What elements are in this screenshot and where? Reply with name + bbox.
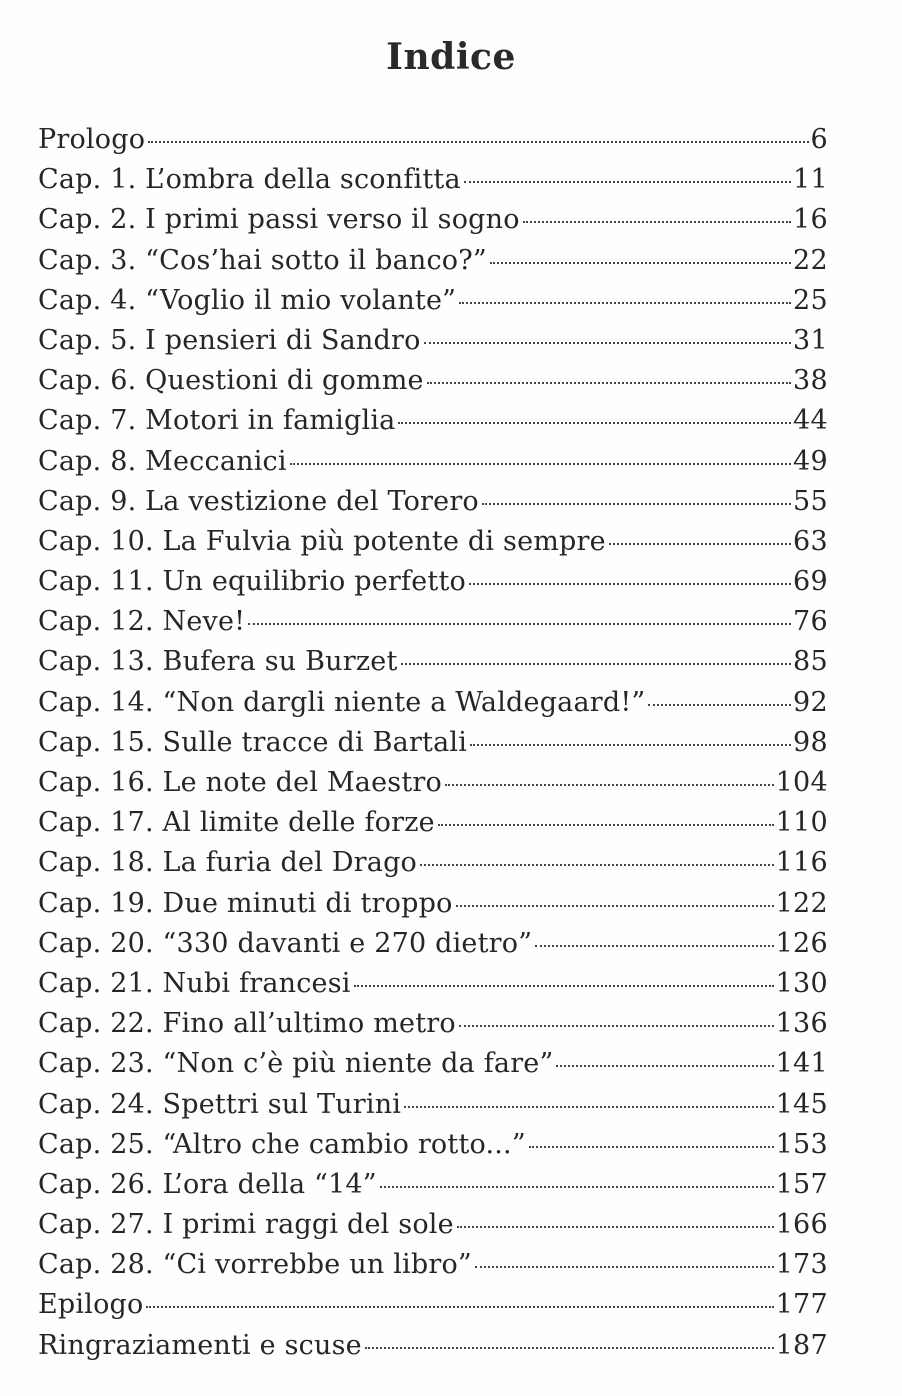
dot-leader	[420, 864, 774, 866]
page-number: 136	[775, 1008, 828, 1040]
entry-title: Cap. 15. Sulle tracce di Bartali	[38, 726, 468, 758]
page-number: 153	[775, 1128, 828, 1160]
dot-leader	[456, 905, 774, 907]
dot-leader	[556, 1065, 773, 1067]
dot-leader	[438, 824, 774, 826]
toc-entry	[38, 482, 828, 522]
toc-entry	[38, 763, 828, 803]
dot-leader	[470, 744, 791, 746]
page-number: 69	[793, 566, 828, 598]
page-number: 85	[793, 646, 828, 678]
entry-title: Cap. 4. “Voglio il mio volante”	[38, 284, 457, 316]
entry-title: Cap. 3. “Cos’hai sotto il banco?”	[38, 244, 487, 276]
dot-leader	[459, 302, 791, 304]
toc-entry	[38, 1085, 828, 1125]
dot-leader	[365, 1347, 774, 1349]
dot-leader	[290, 463, 791, 465]
entry-title: Cap. 22. Fino all’ultimo metro	[38, 1008, 456, 1040]
entry-title: Ringraziamenti e scuse	[38, 1329, 362, 1361]
dot-leader	[248, 623, 791, 625]
entry-title: Cap. 26. L’ora della “14”	[38, 1168, 377, 1200]
entry-title: Cap. 8. Meccanici	[38, 445, 287, 477]
entry-title: Cap. 12. Neve!	[38, 606, 246, 638]
dot-leader	[529, 1146, 774, 1148]
page-number: 130	[775, 967, 828, 999]
dot-leader	[445, 784, 774, 786]
dot-leader	[459, 1025, 774, 1027]
entry-title: Cap. 21. Nubi francesi	[38, 967, 351, 999]
dot-leader	[380, 1186, 774, 1188]
toc-entry	[38, 522, 828, 562]
toc-entry	[38, 1125, 828, 1165]
entry-title: Cap. 2. I primi passi verso il sogno	[38, 204, 520, 236]
toc-entry	[38, 160, 828, 200]
page-number: 16	[793, 204, 828, 236]
page-number: 141	[775, 1048, 828, 1080]
entry-title: Cap. 14. “Non dargli niente a Waldegaard!”	[38, 686, 646, 718]
entry-title: Cap. 5. I pensieri di Sandro	[38, 324, 421, 356]
entry-title: Cap. 6. Questioni di gomme	[38, 365, 424, 397]
dot-leader	[535, 945, 773, 947]
toc-entry	[38, 1044, 828, 1084]
page-title: Indice	[386, 36, 516, 78]
toc-entry	[38, 1165, 828, 1205]
page-number: 116	[775, 847, 828, 879]
dot-leader	[146, 1306, 773, 1308]
entry-title: Cap. 7. Motori in famiglia	[38, 405, 396, 437]
page-number: 44	[793, 405, 828, 437]
toc-entry	[38, 884, 828, 924]
entry-title: Cap. 11. Un equilibrio perfetto	[38, 566, 466, 598]
dot-leader	[609, 543, 791, 545]
toc-entry	[38, 241, 828, 281]
page-number: 187	[775, 1329, 828, 1361]
entry-title: Prologo	[38, 124, 146, 155]
entry-title: Cap. 9. La vestizione del Torero	[38, 485, 479, 517]
page-number: 122	[775, 887, 828, 919]
toc-entry	[38, 924, 828, 964]
page-number: 145	[775, 1088, 828, 1120]
page-number: 173	[775, 1249, 828, 1281]
page-number: 92	[793, 686, 828, 718]
page-number: 104	[775, 767, 828, 798]
toc-entry	[38, 562, 828, 602]
page-number: 110	[775, 807, 828, 839]
page-number: 25	[793, 284, 828, 316]
toc-entry	[38, 1245, 828, 1285]
dot-leader	[148, 141, 808, 143]
page-number: 177	[775, 1289, 828, 1321]
page-number: 55	[793, 485, 828, 517]
entry-title: Cap. 24. Spettri sul Turini	[38, 1088, 402, 1120]
dot-leader	[354, 985, 774, 987]
toc-entry	[38, 281, 828, 321]
page-number: 166	[775, 1209, 828, 1241]
dot-leader	[457, 1226, 774, 1228]
dot-leader	[490, 262, 791, 264]
toc-entry	[38, 361, 828, 401]
page-number: 126	[775, 927, 828, 959]
toc-entry	[38, 442, 828, 482]
entry-title: Cap. 25. “Altro che cambio rotto...”	[38, 1128, 526, 1160]
dot-leader	[464, 181, 791, 183]
entry-title: Cap. 27. I primi raggi del sole	[38, 1209, 454, 1241]
dot-leader	[427, 382, 791, 384]
toc-entry	[38, 120, 828, 160]
toc-entry	[38, 1285, 828, 1325]
toc-entry	[38, 321, 828, 361]
page-number: 22	[793, 244, 828, 276]
toc-entry	[38, 1205, 828, 1245]
page-number: 76	[793, 606, 828, 638]
entry-title: Cap. 10. La Fulvia più potente di sempre	[38, 525, 606, 557]
table-of-contents	[38, 120, 828, 1366]
entry-title: Cap. 20. “330 davanti e 270 dietro”	[38, 927, 533, 959]
toc-entry	[38, 1326, 828, 1366]
dot-leader	[401, 663, 791, 665]
page-number: 6	[810, 124, 828, 155]
dot-leader	[469, 583, 791, 585]
toc-entry	[38, 602, 828, 642]
dot-leader	[482, 503, 791, 505]
entry-title: Epilogo	[38, 1289, 144, 1321]
entry-title: Cap. 16. Le note del Maestro	[38, 767, 442, 798]
dot-leader	[398, 422, 791, 424]
entry-title: Cap. 19. Due minuti di troppo	[38, 887, 453, 919]
dot-leader	[424, 342, 791, 344]
entry-title: Cap. 18. La furia del Drago	[38, 847, 418, 879]
entry-title: Cap. 1. L’ombra della sconfitta	[38, 164, 461, 196]
toc-entry	[38, 200, 828, 240]
dot-leader	[523, 221, 791, 223]
toc-entry	[38, 642, 828, 682]
page-number: 38	[793, 365, 828, 397]
dot-leader	[475, 1266, 774, 1268]
toc-entry	[38, 843, 828, 883]
entry-title: Cap. 17. Al limite delle forze	[38, 807, 435, 839]
page-number: 11	[793, 164, 828, 196]
toc-entry	[38, 401, 828, 441]
toc-entry	[38, 683, 828, 723]
entry-title: Cap. 28. “Ci vorrebbe un libro”	[38, 1249, 472, 1281]
page-number: 49	[793, 445, 828, 477]
entry-title: Cap. 13. Bufera su Burzet	[38, 646, 398, 678]
page-number: 98	[793, 726, 828, 758]
page-number: 157	[775, 1168, 828, 1200]
toc-entry	[38, 803, 828, 843]
toc-entry	[38, 723, 828, 763]
toc-entry	[38, 1004, 828, 1044]
page-number: 31	[793, 324, 828, 356]
dot-leader	[404, 1106, 773, 1108]
dot-leader	[648, 704, 791, 706]
page-number: 63	[793, 525, 828, 557]
toc-entry	[38, 964, 828, 1004]
entry-title: Cap. 23. “Non c’è più niente da fare”	[38, 1048, 554, 1080]
